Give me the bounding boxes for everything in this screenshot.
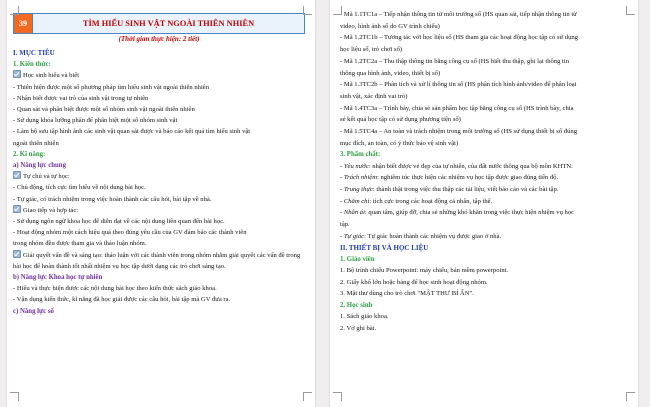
general-competency-heading: a) Năng lực chung bbox=[13, 162, 66, 170]
digital-competency-line: video, hình ảnh số do GV trình chiếu) bbox=[340, 22, 440, 30]
page-corner-mark bbox=[333, 392, 342, 401]
checkbox-icon bbox=[13, 250, 21, 258]
student-item: 2. Vở ghi bài. bbox=[340, 324, 377, 332]
knowledge-heading: 1. Kiến thức: bbox=[13, 61, 51, 69]
self-study-line: - Tự giác, có trách nhiệm trong việc hoàn thành các câu hỏi, bài tập về nhà. bbox=[13, 195, 212, 203]
knowledge-line: - Nhận biết được vai trò của sinh vật trong tự nhiên bbox=[13, 94, 149, 102]
lesson-time: (Thời gian thực hiện: 2 tiết) bbox=[118, 35, 200, 43]
communication-line: trong nhóm đều được tham gia và thảo luận nhóm. bbox=[13, 240, 147, 248]
quality-item: - Trách nhiệm: nghiêm túc thực hiện các nhiệm vụ học tập được giao đúng tiến độ. bbox=[340, 174, 559, 182]
teacher-item: 2. Giấy khổ lớn hoặc bảng để học sinh hoạt động nhóm. bbox=[340, 278, 488, 286]
problem-solving-item: Giải quyết vấn đề và sáng tạo: thảo luận với các thành viên trong nhóm nhằm giải quyết các vấn đề trong bài học để hoàn thành tốt nhất nhiệm vụ học tập dưới dạng các trò chơi sáng tạo. bbox=[13, 251, 301, 270]
science-line: - Vận dụng kiến thức, kĩ năng đã học giải được các câu hỏi, bài tập mà GV đưa ra. bbox=[13, 296, 231, 304]
digital-competency-line: sẻ kết quả học tập có sử dụng phương tiện số) bbox=[340, 116, 461, 124]
page-corner-mark bbox=[10, 392, 19, 401]
section-objectives-heading: I. MỤC TIÊU bbox=[13, 49, 55, 57]
checkbox-icon bbox=[13, 171, 21, 179]
page-corner-mark bbox=[303, 392, 312, 401]
page-corner-mark bbox=[333, 6, 342, 15]
knowledge-line: - Thiên hiện được một số phương pháp tìm hiểu sinh vật ngoài thiên nhiên bbox=[13, 83, 210, 91]
self-discipline-item: - Tự giác: Tự giác hoàn thành các nhiệm vụ được giao ở nhà. bbox=[340, 232, 502, 240]
quality-item: - Trung thực: thành thật trong việc thu thập các tài liệu, viết báo cáo và các bài tập. bbox=[340, 186, 559, 194]
digital-competency-line: - Mã 1.4TC3a – Trình bày, chia sẻ sản phẩm học tập bằng công cụ số (HS trình bày, chia bbox=[340, 104, 574, 112]
left-page bbox=[7, 0, 315, 407]
knowledge-line: ngoài thiên nhiên bbox=[13, 139, 59, 147]
teacher-heading: 1. Giáo viên bbox=[340, 255, 375, 263]
page-corner-mark bbox=[626, 392, 635, 401]
knowledge-line: - Quan sát và phân biệt được một số nhóm sinh vật ngoài thiên nhiên bbox=[13, 106, 195, 114]
teacher-item: 1. Bộ trình chiếu Powerpoint: máy chiếu, bản mềm powerpoint. bbox=[340, 266, 509, 274]
digital-competency-line: mục đích, an toàn, có ý thức bảo vệ sinh vật) bbox=[340, 139, 459, 147]
teacher-item: 3. Mật thư dùng cho trò chơi "MẬT THƯ BÍ ẨN". bbox=[340, 290, 474, 298]
communication-item: Giao tiếp và hợp tác: bbox=[13, 205, 305, 216]
knowledge-intro: Học sinh hiểu và biết bbox=[13, 70, 305, 81]
knowledge-line: - Sử dụng khóa lưỡng phân để phân biệt một số nhóm sinh vật bbox=[13, 117, 178, 125]
student-item: 1. Sách giáo khoa. bbox=[340, 313, 389, 321]
digital-competency-line: - Mã 1.3TC2b – Phân tích và xử lí thông tin số (HS phân tích hình ảnh/video để phân loại bbox=[340, 81, 577, 89]
quality-item: - Nhân ái: quan tâm, giúp đỡ, chia sẻ những khó khăn trong việc thực hiện nhiệm vụ học bbox=[340, 209, 575, 217]
student-heading: 2. Học sinh bbox=[340, 302, 373, 310]
checkbox-icon bbox=[13, 70, 21, 78]
communication-line: - Sử dụng ngôn ngữ khoa học để diễn đạt về các nội dung liên quan đến bài học. bbox=[13, 218, 225, 226]
communication-line: - Hoạt động nhóm một cách hiệu quả theo đúng yêu cầu của GV đảm bảo các thành viên bbox=[13, 229, 247, 237]
page-corner-mark bbox=[303, 6, 312, 15]
knowledge-line: - Làm bộ sưu tập hình ảnh các sinh vật quan sát được và báo cáo kết quả tìm hiểu sinh vật bbox=[13, 128, 251, 136]
digital-competency-line: thông qua hình ảnh, video, thiết bị số) bbox=[340, 69, 441, 77]
qualities-heading: 3. Phẩm chất: bbox=[340, 151, 381, 159]
quality-item-cont: tập. bbox=[340, 221, 350, 229]
digital-competency-line: - Mã 1.1TC1a – Tiếp nhận thông tin từ môi trường số (HS quan sát, tiếp nhận thông tin từ bbox=[340, 11, 577, 18]
checkbox-icon bbox=[13, 205, 21, 213]
digital-competency-line: - Mã 1.2TC1b – Tương tác với học liệu số (HS tham gia các hoạt động học tập có sử dụng bbox=[340, 34, 578, 42]
science-line: - Hiểu và thực hiện được các nội dung bài học theo kiến thức sách giáo khoa. bbox=[13, 285, 217, 293]
digital-competency-line: sinh vật, xác định vai trò) bbox=[340, 92, 408, 100]
digital-competency-line: - Mã 1.5TC4a – An toàn và trách nhiệm trong môi trường số (HS sử dụng thiết bị số đúng bbox=[340, 128, 577, 136]
self-study-item: Tự chủ và tự học: bbox=[13, 171, 305, 182]
digital-competency-heading: c) Năng lực số bbox=[13, 307, 54, 315]
digital-competency-line: học liệu số, trò chơi số) bbox=[340, 46, 403, 54]
lesson-number-badge: 39 bbox=[14, 14, 33, 33]
science-competency-heading: b) Năng lực Khoa học tự nhiên bbox=[13, 274, 103, 282]
digital-competency-line: - Mã 1.2TC2a – Thu thập thông tin bằng công cụ số (HS biết thu thập, ghi lại thông tin bbox=[340, 57, 569, 65]
lesson-title: TÌM HIỂU SINH VẬT NGOÀI THIÊN NHIÊN bbox=[82, 19, 255, 28]
page-corner-mark bbox=[10, 6, 19, 15]
self-study-line: - Chủ động, tích cực tìm hiểu về nội dung bài học. bbox=[13, 184, 146, 192]
section-equipment-heading: II. THIẾT BỊ VÀ HỌC LIỆU bbox=[340, 243, 429, 252]
right-page bbox=[330, 0, 638, 407]
page-corner-mark bbox=[626, 6, 635, 15]
lesson-header bbox=[13, 13, 305, 34]
quality-item: - Chăm chỉ: tích cực trong các hoạt động cá nhân, tập thể. bbox=[340, 197, 493, 205]
quality-item: - Yêu nước: nhận biết được vẻ đẹp của tự nhiên, của đất nước thông qua bộ môn KHTN. bbox=[340, 162, 573, 170]
skills-heading: 2. Kĩ năng: bbox=[13, 150, 46, 158]
